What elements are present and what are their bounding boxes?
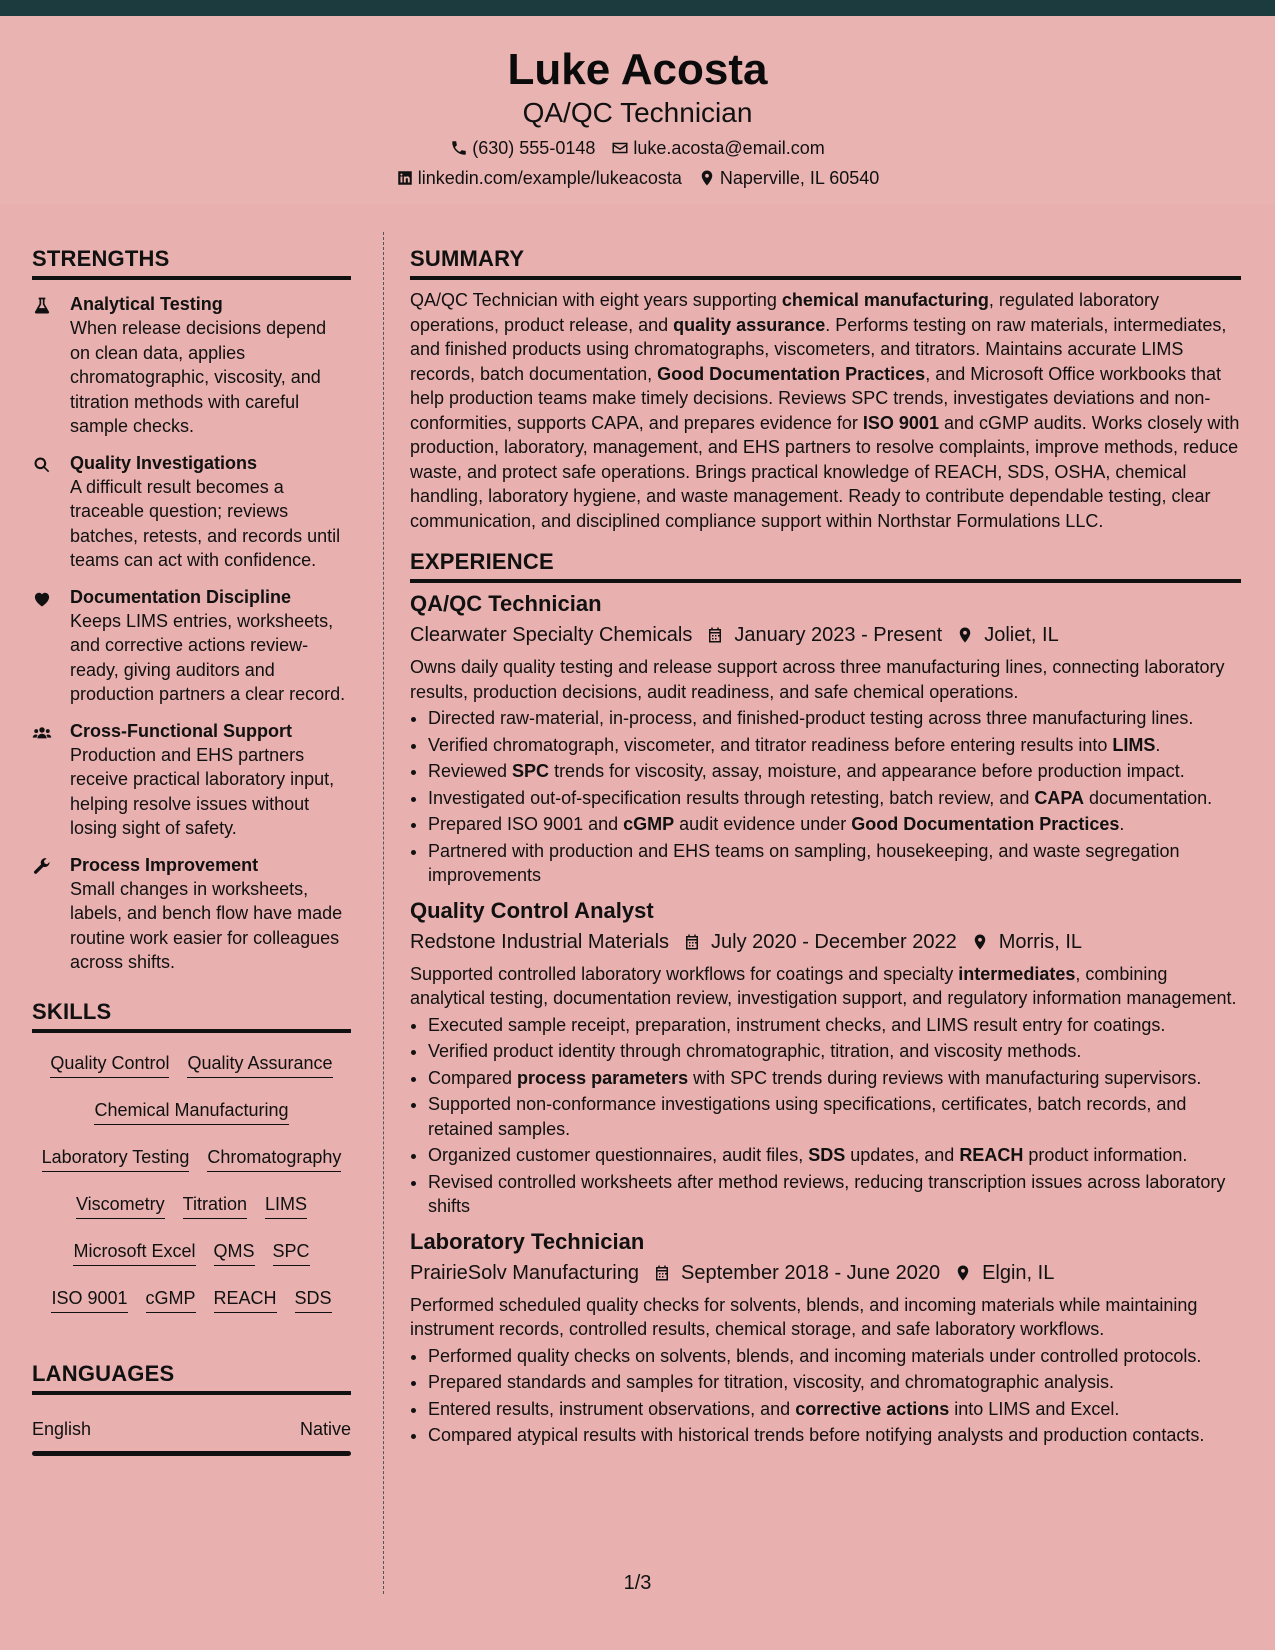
strength-desc: A difficult result becomes a traceable question; reviews batches, retests, and records until teams can act with confidence. xyxy=(70,476,341,570)
job-title: Quality Control Analyst xyxy=(410,897,654,923)
job-bullet: • Investigated out-of-specification results through retesting, batch review, and CAPA documentation. xyxy=(428,786,1241,811)
job-bullet: • Compared atypical results with historical trends before notifying analysts and production contacts. xyxy=(428,1423,1241,1448)
skill-tag: cGMP xyxy=(146,1286,196,1313)
linkedin-contact[interactable] xyxy=(396,166,682,190)
strength-item xyxy=(32,719,351,841)
phone-icon xyxy=(450,139,468,157)
job-meta xyxy=(410,621,1241,649)
experience-heading: EXPERIENCE xyxy=(410,547,1241,583)
contact-line-2 xyxy=(0,166,1275,190)
strength-title: Documentation Discipline xyxy=(70,586,292,607)
skill-tag: QMS xyxy=(214,1239,255,1266)
job-bullet: • Directed raw-material, in-process, and finished-product testing across three manufacturing lines. xyxy=(428,706,1241,731)
job-dates: January 2023 - Present xyxy=(706,621,942,649)
job-title: QA/QC Technician xyxy=(410,591,602,616)
job-bullet: • Performed quality checks on solvents, blends, and incoming materials under controlled protocols. xyxy=(428,1344,1241,1369)
job-bullet: • Organized customer questionnaires, audit files, SDS updates, and REACH product information. xyxy=(428,1143,1241,1168)
summary-text: QA/QC Technician with eight years supporting chemical manufacturing, regulated laboratory operations, product release, and quality assurance. Performs testing on raw materials, intermediates, and finished products using chromatographs, viscometers, and titrators. Maintains accurate LIMS records, batch documentation, Good Documentation Practices, and Microsoft Office workbooks that help production teams make timely decisions. Reviews SPC trends, investigates deviations and non-conformities, supports CAPA, and prepares evidence for ISO 9001 and cGMP audits. Works closely with production, laboratory, management, and EHS partners to resolve complaints, improve methods, reduce waste, and protect safe operations. Brings practical knowledge of REACH, SDS, OSHA, chemical handling, laboratory hygiene, and waste management. Ready to contribute dependable testing, clear communication, and disciplined compliance support within Northstar Formulations LLC. xyxy=(410,290,1240,531)
job-description: Owns daily quality testing and release support across three manufacturing lines, connecting laboratory results, production decisions, audit readiness, and safe chemical operations. xyxy=(410,657,1225,702)
job-location: Elgin, IL xyxy=(954,1259,1054,1287)
job-bullet: • Prepared ISO 9001 and cGMP audit evidence under Good Documentation Practices. xyxy=(428,812,1241,837)
strength-title: Process Improvement xyxy=(70,854,259,875)
strength-item xyxy=(32,451,351,573)
job-dates: July 2020 - December 2022 xyxy=(683,928,957,956)
heart-icon xyxy=(32,589,52,609)
top-accent-bar xyxy=(0,0,1275,16)
job-bullet: • Reviewed SPC trends for viscosity, assay, moisture, and appearance before production impact. xyxy=(428,759,1241,784)
skill-tag: SDS xyxy=(295,1286,332,1313)
skills-heading: SKILLS xyxy=(32,997,351,1033)
map-pin-icon xyxy=(956,625,974,645)
job-entry xyxy=(410,589,1241,888)
job-entry xyxy=(410,1227,1241,1448)
calendar-icon xyxy=(706,625,724,645)
job-description: Performed scheduled quality checks for solvents, blends, and incoming materials while maintaining instrument records, controlled results, chemical storage, and safe laboratory workflows. xyxy=(410,1294,1198,1339)
job-bullet: • Executed sample receipt, preparation, instrument checks, and LIMS result entry for coatings. xyxy=(428,1013,1241,1038)
skill-tag: Viscometry xyxy=(76,1192,165,1219)
bold-keyword: CAPA xyxy=(1034,787,1085,808)
map-pin-icon xyxy=(954,1263,972,1283)
page-number: 1/3 xyxy=(623,1572,652,1594)
strength-desc: Small changes in worksheets, labels, and bench flow have made routine work easier for colleagues across shifts. xyxy=(70,878,343,972)
linkedin-icon xyxy=(396,169,414,187)
skills-list xyxy=(32,1041,351,1323)
bold-keyword: corrective actions xyxy=(795,1398,950,1419)
bold-keyword: cGMP xyxy=(623,814,675,834)
experience-list xyxy=(410,589,1241,1448)
bold-keyword: Good Documentation Practices xyxy=(657,363,926,384)
map-pin-icon xyxy=(698,169,716,187)
users-icon xyxy=(32,723,52,743)
language-proficiency-bar xyxy=(32,1451,351,1456)
left-column xyxy=(32,244,351,1456)
job-bullet: • Partnered with production and EHS teams on sampling, housekeeping, and waste segregation improvements xyxy=(428,839,1241,888)
strength-desc: Production and EHS partners receive practical laboratory input, helping resolve issues without losing sight of safety. xyxy=(70,744,335,838)
email-contact[interactable] xyxy=(611,136,824,160)
bold-keyword: LIMS xyxy=(1112,734,1156,755)
job-description: Supported controlled laboratory workflows for coatings and specialty intermediates, combining analytical testing, documentation review, investigation support, and regulatory information management. xyxy=(410,963,1237,1008)
bold-keyword: intermediates xyxy=(958,963,1076,984)
strength-title: Quality Investigations xyxy=(70,452,258,473)
strength-item xyxy=(32,585,351,707)
skill-tag: Chromatography xyxy=(207,1145,341,1172)
language-name: English xyxy=(32,1418,92,1439)
strength-desc: When release decisions depend on clean data, applies chromatographic, viscosity, and titration methods with careful sample checks. xyxy=(70,318,327,436)
search-icon xyxy=(32,455,52,475)
job-dates: September 2018 - June 2020 xyxy=(653,1259,940,1287)
job-entry xyxy=(410,896,1241,1219)
phone-text: (630) 555-0148 xyxy=(472,138,596,158)
language-level: Native xyxy=(299,1418,351,1439)
flask-icon xyxy=(32,296,52,316)
strengths-heading: STRENGTHS xyxy=(32,244,351,280)
strength-item xyxy=(32,292,351,439)
strength-title: Cross-Functional Support xyxy=(70,720,292,741)
map-pin-icon xyxy=(971,932,989,952)
job-bullet: • Verified chromatograph, viscometer, and titrator readiness before entering results into LIMS. xyxy=(428,733,1241,758)
job-meta xyxy=(410,928,1241,956)
job-meta xyxy=(410,1259,1241,1287)
candidate-name: Luke Acosta xyxy=(507,45,768,94)
summary-heading: SUMMARY xyxy=(410,244,1241,280)
job-title: Laboratory Technician xyxy=(410,1228,645,1254)
job-bullet: • Revised controlled worksheets after method reviews, reducing transcription issues across laboratory shifts xyxy=(428,1170,1241,1219)
skill-tag: Quality Assurance xyxy=(187,1051,332,1078)
bold-keyword: SPC xyxy=(512,761,550,781)
job-bullets xyxy=(410,1013,1241,1219)
job-bullet: • Supported non-conformance investigations using specifications, certificates, batch records, and retained samples. xyxy=(428,1092,1241,1141)
calendar-icon xyxy=(653,1263,671,1283)
skill-tag: Chemical Manufacturing xyxy=(94,1098,288,1125)
location-text: Naperville, IL 60540 xyxy=(719,168,880,188)
envelope-icon xyxy=(611,139,629,157)
bold-keyword: Good Documentation Practices xyxy=(851,814,1120,834)
wrench-icon xyxy=(32,857,52,877)
bold-keyword: ISO 9001 xyxy=(862,412,939,433)
bold-keyword: SDS xyxy=(808,1145,846,1165)
resume-header xyxy=(0,16,1275,204)
contact-line-1 xyxy=(0,136,1275,160)
company-name: Redstone Industrial Materials xyxy=(410,930,670,953)
bold-keyword: process parameters xyxy=(517,1067,689,1088)
job-bullet: • Verified product identity through chromatographic, titration, and viscosity methods. xyxy=(428,1039,1241,1064)
skill-tag: Laboratory Testing xyxy=(42,1145,190,1172)
skill-tag: SPC xyxy=(273,1239,310,1266)
job-bullets xyxy=(410,1344,1241,1448)
strength-title: Analytical Testing xyxy=(70,294,223,314)
language-row xyxy=(32,1417,351,1441)
location-contact xyxy=(698,166,879,190)
skill-tag: LIMS xyxy=(265,1192,307,1219)
job-location: Morris, IL xyxy=(971,928,1082,956)
candidate-title: QA/QC Technician xyxy=(522,97,753,128)
strength-item xyxy=(32,853,351,975)
strength-desc: Keeps LIMS entries, worksheets, and corrective actions review-ready, giving auditors and production partners a clear record. xyxy=(70,610,346,704)
job-location: Joliet, IL xyxy=(956,621,1058,649)
skill-tag: REACH xyxy=(214,1286,277,1313)
column-divider xyxy=(383,232,384,1594)
bold-keyword: quality assurance xyxy=(673,314,826,335)
email-text: luke.acosta@email.com xyxy=(633,138,825,158)
right-column xyxy=(410,244,1241,1448)
job-bullet: • Prepared standards and samples for titration, viscosity, and chromatographic analysis. xyxy=(428,1370,1241,1395)
job-bullet: • Compared process parameters with SPC trends during reviews with manufacturing supervisors. xyxy=(428,1066,1241,1091)
company-name: PrairieSolv Manufacturing xyxy=(410,1261,639,1284)
bold-keyword: chemical manufacturing xyxy=(781,290,989,310)
phone-contact[interactable] xyxy=(450,136,595,160)
company-name: Clearwater Specialty Chemicals xyxy=(410,624,693,646)
skill-tag: ISO 9001 xyxy=(51,1286,127,1313)
skill-tag: Microsoft Excel xyxy=(73,1239,195,1266)
skill-tag: Titration xyxy=(183,1192,247,1219)
skill-tag: Quality Control xyxy=(50,1051,169,1078)
linkedin-text: linkedin.com/example/lukeacosta xyxy=(417,168,682,188)
calendar-icon xyxy=(683,932,701,952)
job-bullets xyxy=(410,706,1241,888)
bold-keyword: REACH xyxy=(959,1145,1024,1165)
languages-heading: LANGUAGES xyxy=(32,1359,351,1395)
job-bullet: • Entered results, instrument observations, and corrective actions into LIMS and Excel. xyxy=(428,1397,1241,1422)
